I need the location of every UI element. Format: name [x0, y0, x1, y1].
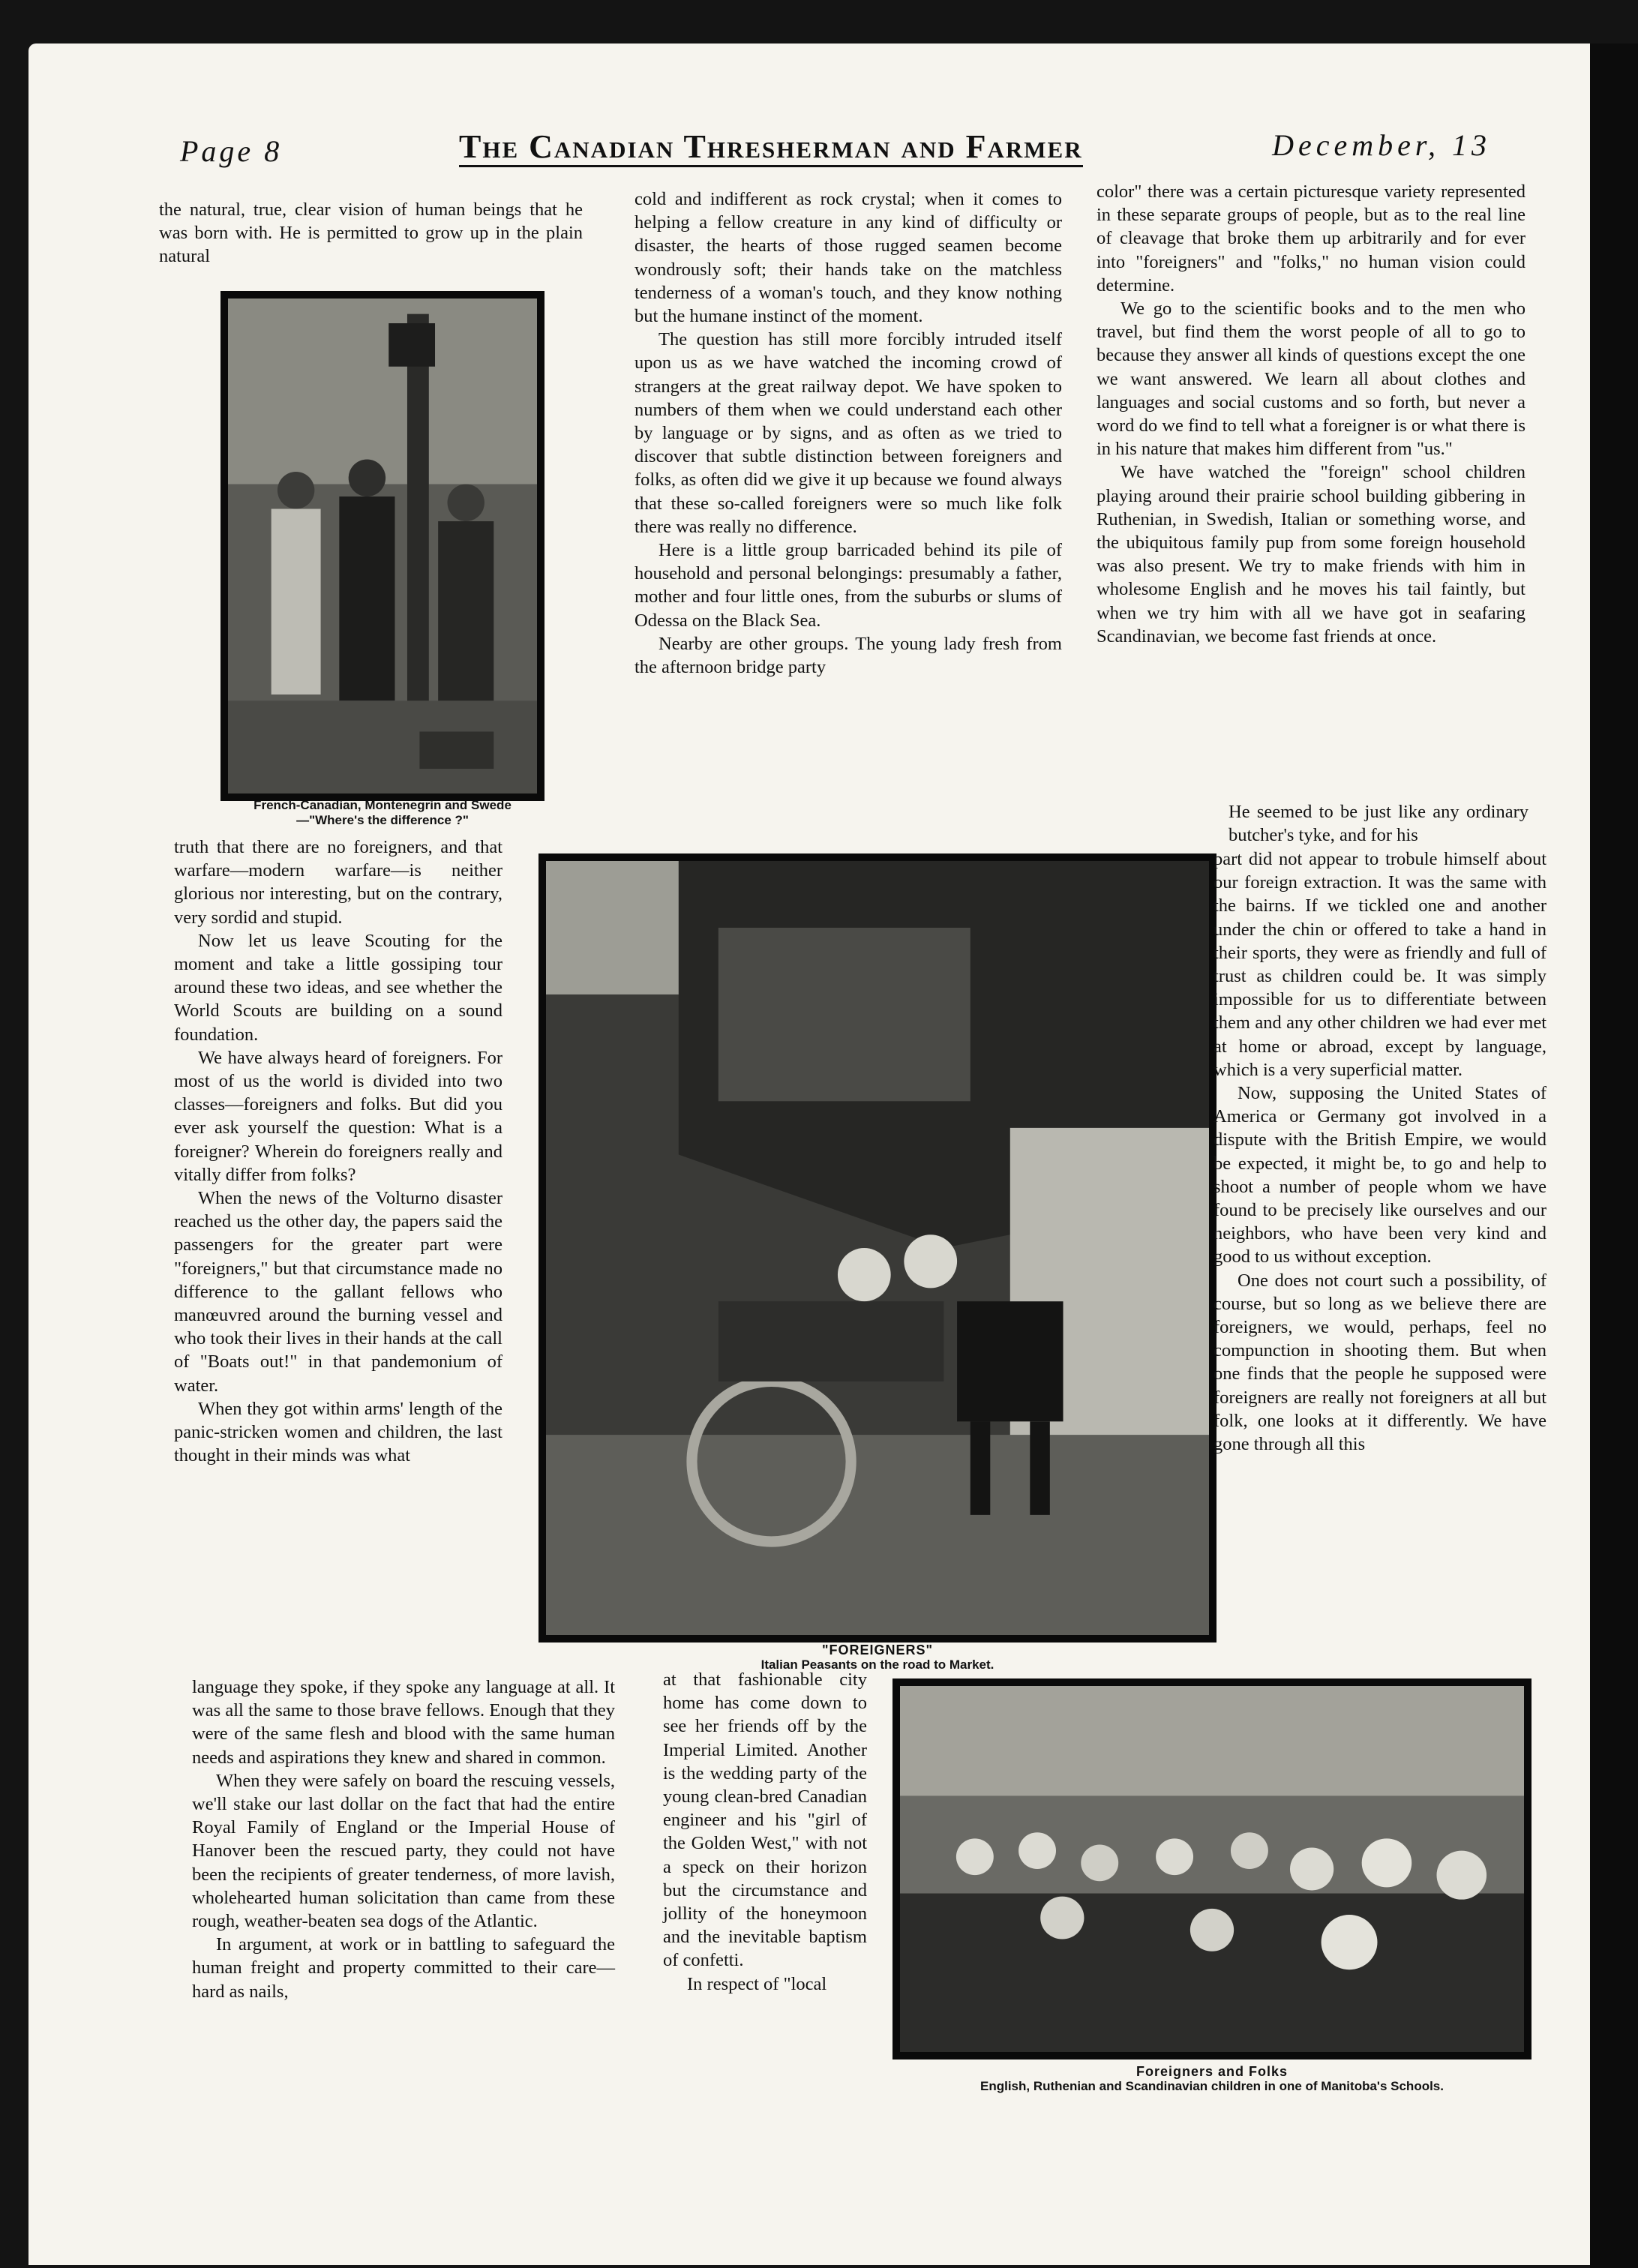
column-1-top	[159, 198, 583, 268]
paragraph: Now, supposing the United States of America or Germany got involved in a dispute with the British Empire, we would be expected, it might be, to go and help to shoot a number of people whom we have found to be precisely like ourselves and our neighbors, who have been very kind and good to us without exception.	[1214, 1083, 1546, 1268]
figure-3-text: English, Ruthenian and Scandinavian children in one of Manitoba's Schools.	[980, 2079, 1444, 2093]
paragraph: language they spoke, if they spoke any language at all. It was all the same to those brave fellows. Enough that they were of the same flesh and blood with the same human needs and aspirations they knew and shared in common.	[192, 1677, 615, 1768]
column-1-mid	[174, 836, 502, 1467]
paragraph: Here is a little group barricaded behind its pile of household and personal belongings: presumably a father, mother and four little ones, from the suburbs or slums of Odessa on the Black Sea.	[634, 540, 1062, 631]
paragraph: truth that there are no foreigners, and that warfare—modern warfare—is neither glorious nor interesting, but on the contrary, very sordid and stupid.	[174, 837, 502, 928]
column-3-top	[1096, 180, 1526, 648]
paragraph: One does not court such a possibility, of course, but so long as we believe there are foreigners, we would, perhaps, feel no compunction in shooting them. But when one finds that the people he supposed were foreigners are really not foreigners at all but folk, one looks at it differently. We have gone through all this	[1214, 1270, 1546, 1455]
paragraph: We have watched the "foreign" school children playing around their prairie school building gibbering in Ruthenian, in Swedish, Italian or something worse, and the ubiquitous family pup from some foreign household was also present. We try to make friends with him in wholesome English and he moves his tail faintly, but when we try him with all we have got in seafaring Scandinavian, we become fast friends at once.	[1096, 462, 1526, 646]
issue-date: December, 13	[1272, 128, 1491, 162]
paragraph: We have always heard of foreigners. For most of us the world is divided into two classes—foreigners and folks. But did you ever ask yourself the question: What is a foreigner? Wherein do foreigners really and vitally differ from folks?	[174, 1047, 502, 1185]
figure-1-text: French-Canadian, Montenegrin and Swede—"Where's the difference ?"	[254, 798, 512, 827]
column-1-bottom	[192, 1676, 615, 2003]
column-2-bottom	[663, 1668, 867, 1996]
paragraph: the natural, true, clear vision of human beings that he was born with. He is permitted to grow up in the plain natural	[159, 200, 583, 267]
page-number: Page 8	[180, 134, 283, 168]
paragraph: In respect of "local	[687, 1973, 827, 1994]
photo-three-men	[220, 291, 544, 801]
photo-school-children	[892, 1678, 1532, 2060]
paragraph: In argument, at work or in battling to safeguard the human freight and property committed to their care—hard as nails,	[192, 1934, 615, 2002]
photo-image	[546, 861, 1209, 1635]
figure-3-title: Foreigners and Folks	[1136, 2064, 1288, 2079]
paragraph: part did not appear to trobule himself about our foreign extraction. It was the same with the bairns. If we tickled one and another under the chin or offered to take a hand in their sports, they were as friendly and full of trust as children could be. It was simply impossible for us to differentiate between them and any other children we had ever met at home or abroad, except by language, which is a very superficial matter.	[1214, 849, 1546, 1080]
paragraph: at that fashionable city home has come down to see her friends off by the Imperial Limited. Another is the wedding party of the young clean-bred Canadian engineer and his "girl of the Golden West," with not a speck on their horizon but the circumstance and jollity of the honeymoon and the inevitable baptism of confetti.	[663, 1670, 867, 1971]
paragraph: color" there was a certain picturesque variety represented in these separate groups of people, but as to the real line of cleavage that broke them up arbitrarily and for ever into "foreigners" and "folks," no human vision could determine.	[1096, 182, 1526, 296]
figure-2-title: "FOREIGNERS"	[821, 1642, 934, 1658]
figure-1-caption	[220, 798, 544, 828]
paragraph: We go to the scientific books and to the men who travel, but find them the worst people of all to go to because they answer all kinds of questions except the one we want answered. We learn all about clothes and languages and social customs and so forth, but never a word do we find to tell what a foreigner is or what there is in his nature that makes him different from "us."	[1096, 298, 1526, 460]
paragraph: When they got within arms' length of the panic-stricken women and children, the last thought in their minds was what	[174, 1398, 502, 1466]
figure-3-caption	[892, 2064, 1532, 2094]
page-header	[171, 126, 1491, 174]
paragraph: The question has still more forcibly intruded itself upon us as we have watched the incoming crowd of strangers at the great railway depot. We have spoken to numbers of them when we could understand each other by language or by signs, and as often as we tried to discover that subtle distinction between foreigners and folks, as often did we give it up because we found always that these so-called foreigners were so much like folk there was really no difference.	[634, 329, 1062, 537]
paragraph: When they were safely on board the rescuing vessels, we'll stake our last dollar on the fact that had the entire Royal Family of England or the Imperial House of Hanover been the rescued party, they could not have been the recipients of greater tenderness, of more lavish, wholehearted human solicitation than came from these rough, weather-beaten sea dogs of the Atlantic.	[192, 1770, 615, 1932]
photo-image	[228, 298, 537, 794]
paragraph: Nearby are other groups. The young lady fresh from the afternoon bridge party	[634, 633, 1062, 678]
paragraph: He seemed to be just like any ordinary butcher's tyke, and for his	[1228, 802, 1528, 846]
paragraph: When the news of the Volturno disaster reached us the other day, the papers said the passengers for the greater part were "foreigners," but that circumstance made no difference to the gallant fellows who manœuvred around the burning vessel and who took their lives in their hands at the call of "Boats out!" in that pandemonium of water.	[174, 1188, 502, 1396]
photo-italian-peasants	[538, 854, 1216, 1642]
masthead: The Canadian Thresherman and Farmer	[459, 129, 1083, 167]
column-3-mid	[1214, 848, 1546, 1456]
photo-image	[900, 1686, 1524, 2052]
column-2-top	[634, 188, 1062, 679]
paragraph: Now let us leave Scouting for the moment and take a little gossiping tour around these two ideas, and see whether the World Scouts are building on a sound foundation.	[174, 930, 502, 1045]
paragraph: cold and indifferent as rock crystal; when it comes to helping a fellow creature in any kind of difficulty or disaster, the hearts of those rugged seamen become wondrously soft; their hands take on the matchless tenderness of a woman's touch, and they know nothing but the humane instinct of the moment.	[634, 189, 1062, 327]
figure-2-text: Italian Peasants on the road to Market.	[760, 1658, 994, 1672]
column-3-lead	[1228, 800, 1528, 847]
page-binding-edge	[1590, 44, 1638, 2268]
